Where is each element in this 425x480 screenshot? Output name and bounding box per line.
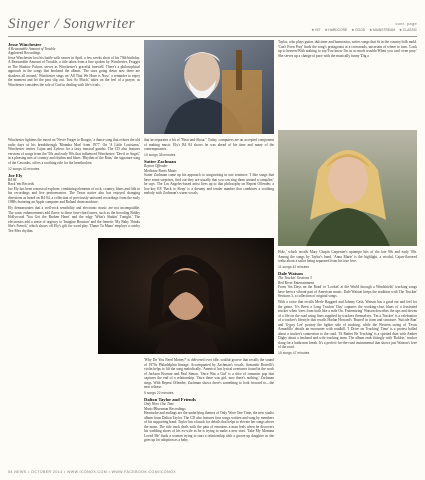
review-body: With a voice that recalls Merle Haggard and Johnny Cash, Watson has a good ear and feel for the genre. 'It's Been a Long Truckin' Day' captures the working-class blues of a frustrated trucker when 'trees from both like a mile On. Fraternizing' Watson describes the ups and downs of a life on the road using lines supplied by truckers themselves. 'I'm a Trucker' is a celebration of a trucker's lifestyle that recalls Harlan Howard's 'Busted' in form and structure. 'Suicide Run' and 'Gypsy Lee' portray the lighter side of trucking, while the Western swing of 'Texas Armadillo' details an encounter with roadkill. 'I Drive on Trucking' Time' is a protest ballad about a trucker's connection to the road. 'I'd Rather Be Trucking' is a spirited duet with Amber Digby about a husband and wife trucking team. The album ends fittingly with 'Bobbie,' trucker slang for a bathroom break. It's a perfect-for-the-road instrumental that shows just Watson's love of the road.	[278, 300, 417, 350]
review-runtime: 11 songs 42 minutes	[278, 265, 310, 270]
review-body: Sutter Zachman came up his approach to songwriting in one sentence: 'I like songs that have some surprises, find out they are usually that you can sing them around a campfire,' he says. The Los Angeles-based artist lives up to that philosophy on Repeat Offender, a low-key EP. 'Back to Sleep' is a dreamy and tender number that combines a soothing melody with Zachman's warm vocals.	[144, 173, 274, 196]
page-continuation-label: cont. page	[395, 21, 417, 26]
review-body: Taylor, who plays guitar, dulcimer and harmonica, writes songs that fit in the country/folk mold. 'Can't Even Pray' finds the song's protagonist at a crossroads, uncertain of where to turn. 'Look up to heaven/With nothing to say/You know I'm in so much trouble/When you can't even pray.' She serves up a change of pace with the musically funny 'Dig a	[278, 40, 417, 58]
review-body: Ely demonstrates that a well-rock sensibility and electronic music are not incompatible. The sonic enhancements add flavor to these four-chord tunes, such as the brooding Bobby Hollywood 'You Got the Broken Heart' and the edgy 'What's Shakin' Tonight.' The electronics add a sense of urgency to 'Imagine Houston' and the frenetic 'My Baby Thinks She's French,' which shows off Ely's gift for word play. 'Dame Tu Mano' employs a catchy Tex-Mex rhythm.	[8, 206, 140, 233]
review-column-2-top	[144, 138, 274, 197]
photo-dalton-taylor	[278, 130, 417, 246]
review-column-1-bottom	[8, 138, 140, 235]
review-label: Rack 'em Records	[8, 182, 34, 187]
review-title: Jesse Winchester	[8, 41, 42, 47]
review-body: 'Why Do You Need Money?' is delivered over idle, soulful groove that recalls the sound of 1970s Philadelphia lineage. Accompanied by Zachman's vocals, Armando Borrelli's violin helps to lift the song melodically. 'America' has lyrical overtones found in the work of Jackson Browne and Paul Simon. 'Once Was a Girl' is a slice of romantic pop that captures the end of a relationship. 'Once there was girl, now there's nothing,' Zachman sings. With Repeat Offender, Zachman shows there's something to look forward to—the next release.	[144, 358, 274, 389]
review-title: Dalton Taylor and Friends	[144, 397, 196, 403]
rating-key-item: ★ CLASSIC	[399, 28, 417, 32]
review-label: Medicine Boots Music	[144, 168, 177, 173]
review-album: B4 84	[8, 177, 17, 182]
rating-key	[232, 28, 417, 32]
review-runtime: 15 songs 47 minutes	[278, 351, 310, 356]
review-body: Joe Ely has been a musical explorer, combining elements of rock, country, blues and folk in his recordings and live performances. The Texas native also has enjoyed changing directions as heard on B4 84, a collection of previously unissued recordings from the early 1980s featuring an Apple computer and Roland drum machine.	[8, 186, 140, 205]
review-album: Repeat Offender	[144, 164, 168, 169]
review-title: Dale Watson	[278, 271, 303, 277]
review-column-3-bottom	[278, 250, 417, 357]
review-column-2-bottom	[144, 358, 274, 444]
review-label: Red River Entertainment	[278, 280, 314, 285]
review-album: The Truckin' Sessions 3	[278, 276, 312, 281]
jesse-winchester-photo	[144, 40, 274, 134]
review-label: Appleseed Recordings	[8, 51, 41, 56]
review-body: From 'Six Days on the Road' to 'Lookin' at the World through a Windshield,' trucking songs have been a vibrant part of American music. Dale Watson keeps the tradition with The Truckin' Sessions 3, a collection of original songs.	[278, 285, 417, 299]
dalton-taylor-photo	[278, 130, 417, 246]
review-runtime: 12 songs 42 minutes	[8, 166, 40, 171]
page-footer: 54 NEWS • OCTOBER 2014 • WWW.ICONOX.COM • WWW.FACEBOOK.COM/ICONOX	[8, 470, 177, 474]
section-title: Singer / Songwriter	[8, 16, 136, 32]
rating-key-item: ★ GOOD	[351, 28, 366, 32]
photo-sutter-zachman	[98, 238, 274, 354]
review-title: Sutter Zachman	[144, 159, 176, 165]
review-body: that incorporates a bit of "Beat and Shout." Today, computers are an accepted component of making music. Ely's B4 84 shows he was ahead of his time and many of the contemporaries.	[144, 138, 274, 151]
header-rule	[8, 36, 417, 37]
review-body: Jesse Winchester lost his battle with cancer in April, a few weeks short of his 70th birthday. A Reasonable Amount of Trouble, a title taken from a line spoken by Winchester, Frogget in The Shadow Falcon, serves as Winchester's graceful farewell. There's a philosophical approach in the songs that bookend the album. 'The stars going down now there are shadows all around,' Winchester sings on 'All That We Have is Now,' a reminder to enjoy the moment and let the past slip out. 'Just So Much,' takes on the feel of a prayer, as Winchester considers the role of God in dealing with life's trials.	[8, 55, 140, 87]
review-column-1-top	[8, 40, 140, 89]
rating-key-item: ★ MAINSTREAM	[369, 28, 396, 32]
review-title: Joe Ely	[8, 172, 23, 178]
review-album: A Reasonable Amount of Trouble	[8, 46, 56, 51]
review-body: Winchester lightens the mood on 'Never Forget to Boogie,' a dance song that echoes the old radio days of his breakthrough 'Rhumba Man' from 1977. On 'A Little Louisiana,' Winchester invites Cajun and Zydeco for a tasty musical gumbo. The CD also features versions of songs from the '50s and early '60s that influenced Winchester: 'Devil or Angel,' in a pleasing mix of country and rhythm and blues. 'Rhythm of the Rain,' the signature song of the Cascades, offers a soothing ride for the heartbroken.	[8, 138, 140, 165]
review-body: Heartache and endings are the underlying themes of Only Wore One Time, the new studio album from Dalton Taylor. The CD also features four songs written and sung by members of his supporting band. Taylor has a knack for details that helps to elevate her songs above the norm. The title track deals with the pain of emotions a man feels when he discovers his wedding shoes of his ex-wife as he is trying to make a new start. 'Take My Momma Loved Me' finds a woman trying to start a relationship with a grown-up daughter as she goes up for adoption as a baby.	[144, 411, 274, 443]
rating-key-item: ★ HIT	[311, 28, 321, 32]
review-runtime: 10 songs 38 minutes	[144, 153, 176, 158]
review-runtime: 5 songs 22 minutes	[144, 391, 174, 396]
rating-key-item: ★ HARDCORE	[324, 28, 348, 32]
review-label: Music/Bluesman Recordings	[144, 406, 186, 411]
sutter-zachman-photo	[98, 238, 274, 354]
review-album: Only Wore One Time	[144, 402, 174, 407]
review-column-3-top	[278, 40, 417, 60]
review-body: Hole,' which recalls Mary Chapin Carpenter's uptempo hits of the late 90s and early '00s. Among the songs by Taylor's band, 'Anna Marie' is the highlight, a wistful, Cajun-flavored waltz about a sailor being separated from his true love.	[278, 250, 417, 263]
photo-jesse-winchester	[144, 40, 274, 134]
